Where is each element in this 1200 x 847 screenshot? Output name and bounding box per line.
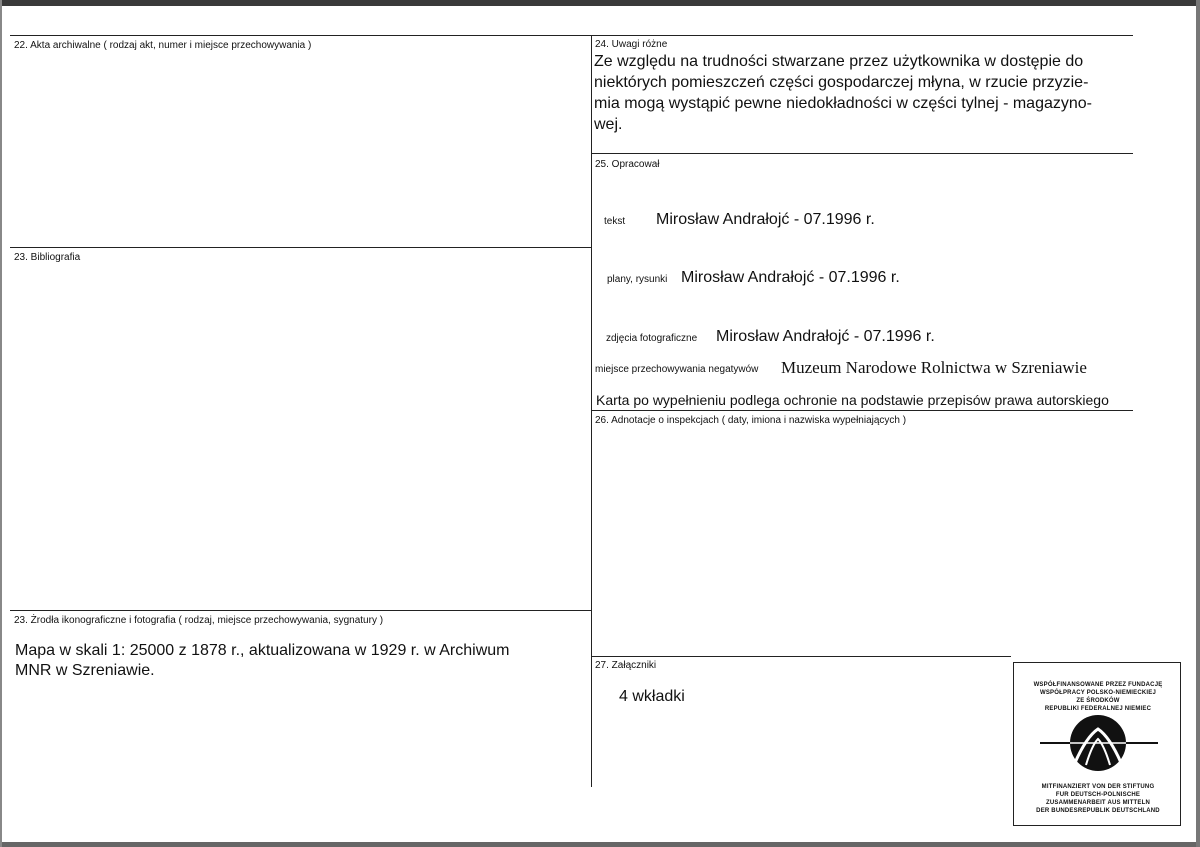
road-emblem-icon	[1014, 715, 1182, 775]
scan-edge-bottom	[0, 842, 1200, 847]
logo-text-bottom-3: ZUSAMMENARBEIT AUS MITTELN	[1046, 800, 1150, 806]
negatywy-value: Muzeum Narodowe Rolnictwa w Szreniawie	[781, 358, 1087, 377]
zdjecia-label: zdjęcia fotograficzne	[606, 333, 698, 344]
bibliografia-label: 23. Bibliografia	[14, 252, 81, 263]
scan-edge-right	[1196, 0, 1200, 847]
uwagi-line-1: Ze względu na trudności stwarzane przez użytkownika w dostępie do	[594, 53, 1084, 70]
negatywy-label: miejsce przechowywania negatywów	[595, 364, 759, 375]
zalaczniki-label: 27. Załączniki	[595, 660, 657, 671]
logo-text-top-3: ZE ŚRODKÓW	[1076, 698, 1120, 704]
akta-label: 22. Akta archiwalne ( rodzaj akt, numer i miejsce przechowywania )	[14, 40, 312, 51]
tekst-value: Mirosław Andrałojć - 07.1996 r.	[656, 211, 875, 228]
rule-left-bibliografia	[10, 247, 592, 248]
rule-right-opracowal	[591, 153, 1133, 154]
logo-text-bottom-2: FUR DEUTSCH-POLNISCHE	[1055, 792, 1141, 798]
logo-text-bottom-4: DER BUNDESREPUBLIK DEUTSCHLAND	[1036, 808, 1160, 814]
zalaczniki-value: 4 wkładki	[619, 688, 685, 705]
top-rule	[10, 35, 1133, 36]
scan-edge-top	[0, 0, 1200, 6]
adnotacje-label: 26. Adnotacje o inspekcjach ( daty, imiona i nazwiska wypełniających )	[595, 415, 907, 426]
plany-label: plany, rysunki	[607, 274, 668, 285]
zrodla-text-line1: Mapa w skali 1: 25000 z 1878 r., aktualizowana w 1929 r. w Archiwum	[15, 642, 510, 659]
foundation-logo	[1013, 662, 1181, 826]
zrodla-label: 23. Żrodła ikonograficzne i fotografia ( rodzaj, miejsce przechowywania, sygnatury )	[14, 615, 384, 626]
uwagi-line-3: mia mogą wystąpić pewne niedokładności w części tylnej - magazyno-	[594, 95, 1092, 112]
plany-value: Mirosław Andrałojć - 07.1996 r.	[681, 269, 900, 286]
copyright-notice: Karta po wypełnieniu podlega ochronie na podstawie przepisów prawa autorskiego	[596, 392, 1109, 408]
zrodla-text-line2: MNR w Szreniawie.	[15, 662, 155, 679]
tekst-label: tekst	[604, 216, 626, 227]
rule-right-zalaczniki	[591, 656, 1011, 657]
opracowal-label: 25. Opracował	[595, 159, 660, 170]
logo-text-top-4: REPUBLIKI FEDERALNEJ NIEMIEC	[1044, 706, 1152, 712]
uwagi-line-2: niektórych pomieszczeń części gospodarczej młyna, w rzucie przyzie-	[594, 74, 1089, 91]
zdjecia-value: Mirosław Andrałojć - 07.1996 r.	[716, 328, 935, 345]
uwagi-line-4: wej.	[594, 116, 623, 133]
center-divider	[591, 35, 592, 787]
uwagi-label: 24. Uwagi różne	[595, 39, 668, 50]
logo-text-top-1: WSPÓŁFINANSOWANE PRZEZ FUNDACJĘ	[1033, 682, 1163, 688]
logo-text-bottom-1: MITFINANZIERT VON DER STIFTUNG	[1041, 784, 1155, 790]
logo-text-top-2: WSPÓŁPRACY POLSKO-NIEMIECKIEJ	[1039, 690, 1157, 696]
scan-edge-left	[0, 0, 2, 847]
rule-left-zrodla	[10, 610, 592, 611]
